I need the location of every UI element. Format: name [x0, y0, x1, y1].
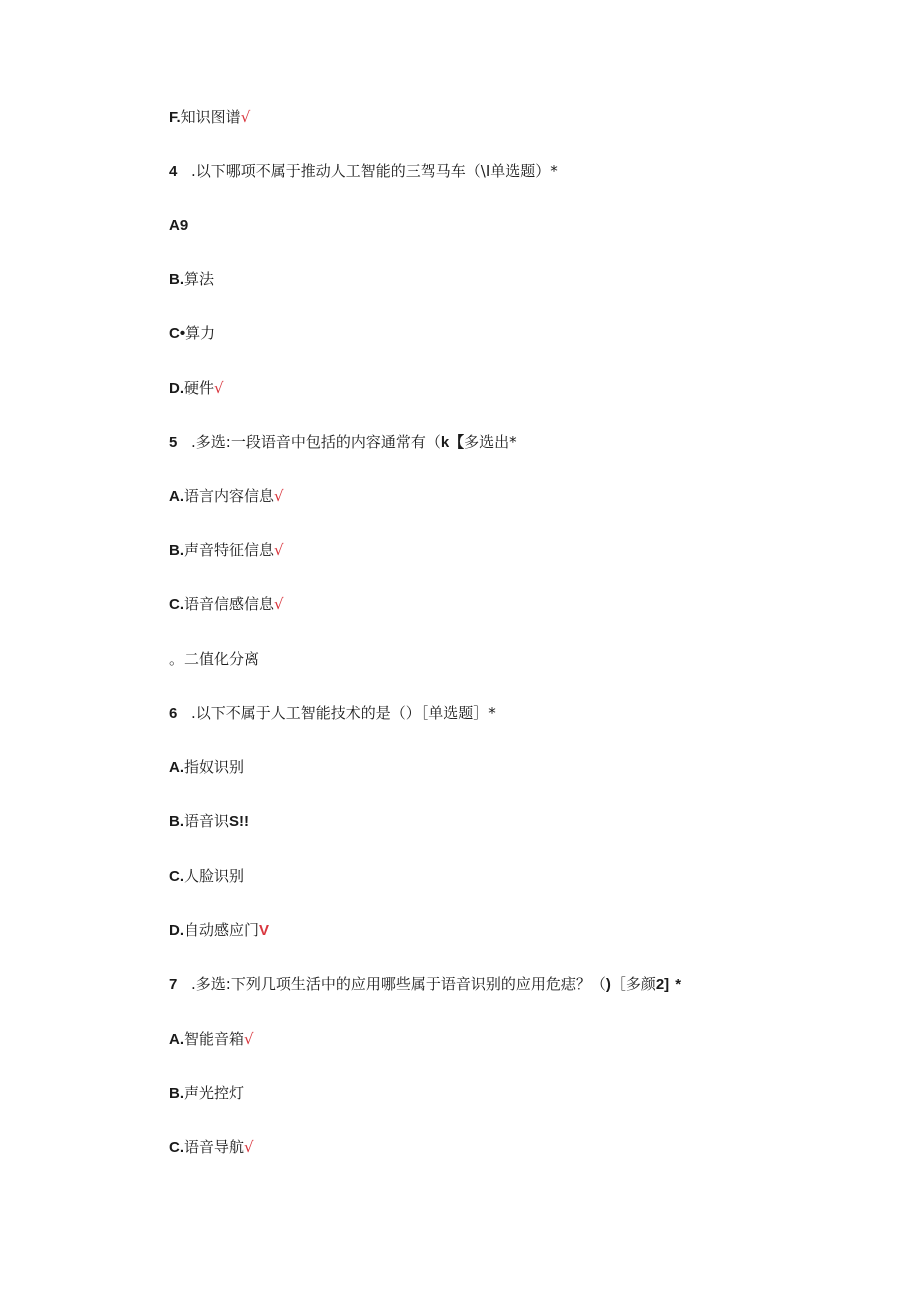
- option-text: 自动感应门: [184, 921, 260, 939]
- q6-option-d: [169, 920, 269, 941]
- question-text-mid: ［多颜: [610, 975, 656, 993]
- check-mark-icon: V: [259, 922, 270, 939]
- option-text: 语音识: [184, 812, 230, 830]
- check-mark-icon: √: [244, 1030, 254, 1048]
- question-5: [169, 432, 517, 453]
- check-mark-icon: √: [274, 541, 284, 559]
- option-text: 语音导航: [184, 1138, 245, 1156]
- option-prefix: F.: [169, 109, 181, 126]
- question-number: 5: [169, 434, 178, 451]
- q4-option-a: [169, 215, 188, 236]
- q7-option-c: [169, 1137, 254, 1158]
- option-text: 智能音箱: [184, 1030, 245, 1048]
- check-mark-icon: √: [244, 1138, 254, 1156]
- question-text-bold-2: 2]: [655, 976, 670, 993]
- question-text-tail: *: [675, 976, 682, 993]
- option-prefix: A.: [169, 759, 184, 776]
- option-text: 。二值化分离: [169, 650, 260, 668]
- option-prefix: B.: [169, 271, 184, 288]
- question-7: [169, 974, 681, 995]
- option-prefix: A.: [169, 1031, 184, 1048]
- option-text: 算法: [184, 270, 215, 288]
- option-prefix: B.: [169, 1085, 184, 1102]
- question-text-bold: ): [605, 976, 611, 993]
- q4-option-d: [169, 378, 224, 399]
- question-text: .以下不属于人工智能技术的是（）［单选题］*: [191, 704, 496, 722]
- q5-option-d: [169, 649, 259, 669]
- option-text: 语音信感信息: [184, 595, 275, 613]
- question-4: [169, 161, 558, 182]
- option-text: 指奴识别: [184, 758, 245, 776]
- q6-option-c: [169, 866, 244, 887]
- option-f-knowledge-graph: [169, 107, 250, 128]
- check-mark-icon: √: [240, 108, 251, 126]
- option-prefix: B.: [169, 813, 184, 830]
- question-text-tail: 多选出*: [464, 433, 517, 451]
- check-mark-icon: √: [274, 595, 284, 613]
- question-text: .多选:一段语音中包括的内容通常有（: [191, 433, 441, 451]
- q6-option-a: [169, 757, 244, 778]
- q6-option-b: [169, 811, 249, 832]
- option-text: 语言内容信息: [184, 487, 275, 505]
- check-mark-icon: √: [274, 487, 284, 505]
- option-prefix: D.: [169, 380, 184, 397]
- option-text: 声音特征信息: [184, 541, 275, 559]
- option-text: 人脸识别: [184, 867, 245, 885]
- q5-option-a: [169, 486, 284, 507]
- question-number: 7: [169, 976, 178, 993]
- option-text: A9: [169, 217, 189, 234]
- q7-option-a: [169, 1029, 254, 1050]
- question-text: .多选:下列几项生活中的应用哪些属于语音识别的应用危痣？（: [191, 975, 606, 993]
- q7-option-b: [169, 1083, 244, 1104]
- q5-option-b: [169, 540, 284, 561]
- option-text: 硬件: [184, 379, 215, 397]
- option-text: 声光控灯: [184, 1084, 245, 1102]
- option-prefix: C•: [169, 325, 186, 342]
- option-prefix: C.: [169, 1139, 184, 1156]
- check-mark-icon: √: [214, 379, 224, 397]
- option-text: 知识图谱: [180, 108, 241, 126]
- option-prefix: B.: [169, 542, 184, 559]
- option-text: 算力: [185, 324, 216, 342]
- q4-option-b: [169, 269, 214, 290]
- q4-option-c: [169, 323, 215, 344]
- question-text: .以下哪项不属于推动人工智能的三驾马车（\I单选题）*: [191, 162, 558, 180]
- question-number: 6: [169, 705, 178, 722]
- question-6: [169, 703, 496, 724]
- option-text-bold: S!!: [229, 813, 250, 830]
- question-number: 4: [169, 163, 178, 180]
- question-text-bold: k【: [440, 434, 465, 451]
- option-prefix: C.: [169, 868, 184, 885]
- q5-option-c: [169, 594, 284, 615]
- option-prefix: A.: [169, 488, 184, 505]
- option-prefix: D.: [169, 922, 184, 939]
- option-prefix: C.: [169, 596, 184, 613]
